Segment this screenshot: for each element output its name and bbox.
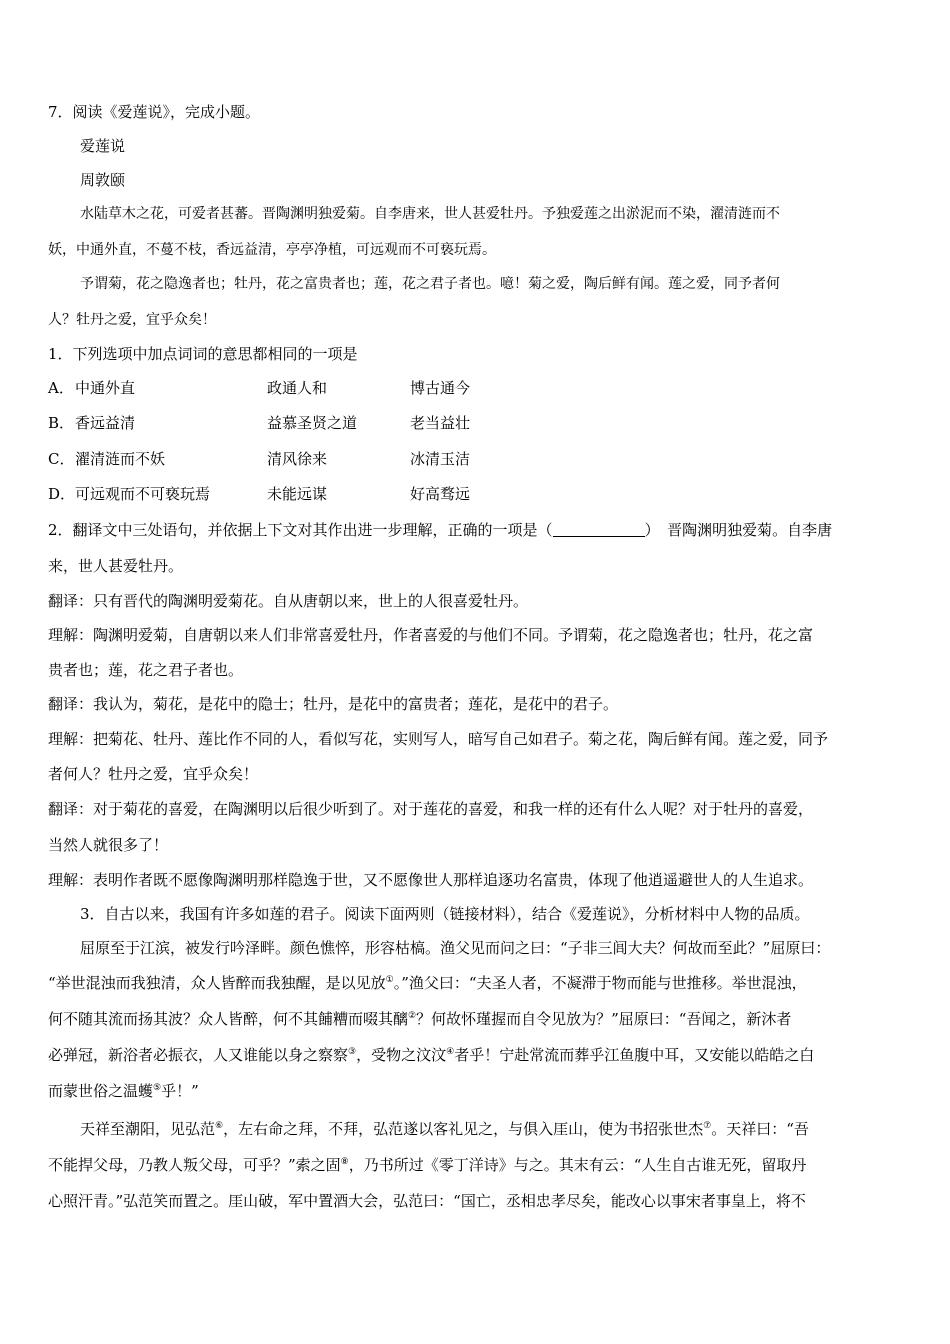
q2-stem-line2: 来，世人甚爱牡丹。 bbox=[48, 557, 184, 575]
note-marker: ① bbox=[385, 975, 394, 985]
option-phrase-2: 政通人和 bbox=[267, 379, 328, 397]
material1-line1: 屈原至于江滨，被发行吟泽畔。颜色憔悴，形容枯槁。渔父见而问之曰：“子非三闾大夫？何故而至此？”屈原曰： bbox=[80, 939, 831, 957]
text: 乎！” bbox=[161, 1082, 199, 1100]
text: 天祥至潮阳，见弘范 bbox=[80, 1120, 216, 1138]
passage-title: 爱莲说 bbox=[80, 137, 126, 155]
passage-p2-line2: 人？牡丹之爱，宜乎众矣！ bbox=[48, 312, 216, 328]
note-marker: ③ bbox=[348, 1047, 357, 1057]
option-phrase-3: 博古通今 bbox=[410, 379, 471, 397]
option-phrase-2: 清风徐来 bbox=[267, 450, 328, 468]
note-marker: ⑧ bbox=[340, 1157, 349, 1167]
q2-understanding-2-line1: 理解：把菊花、牡丹、莲比作不同的人，看似写花，实则写人，暗写自己如君子。菊之花，陶后鲜有闻。莲之爱，同予 bbox=[48, 730, 829, 748]
passage-author: 周敦颐 bbox=[80, 171, 126, 189]
option-phrase-2: 益慕圣贤之道 bbox=[267, 414, 358, 432]
q2-translation-3-line1: 翻译：对于菊花的喜爱，在陶渊明以后很少听到了。对于莲花的喜爱，和我一样的还有什么人呢？对于牡丹的喜爱， bbox=[48, 800, 814, 818]
q2-translation-3-line2: 当然人就很多了！ bbox=[48, 836, 169, 854]
text: 。天祥曰：“吾 bbox=[711, 1120, 809, 1138]
text: 必弹冠，新浴者必振衣，人又谁能以身之察察 bbox=[48, 1046, 349, 1064]
material2-line2 bbox=[48, 1155, 806, 1175]
material2-line3: 心照汗青。”弘范笑而置之。厓山破，军中置酒大会，弘范曰：“国亡，丞相忠孝尽矣，能改心以事宋者事皇上，将不 bbox=[48, 1192, 806, 1210]
option-label: A． bbox=[48, 379, 74, 397]
q2-translation-2: 翻译：我认为，菊花，是花中的隐士；牡丹，是花中的富贵者；莲花，是花中的君子。 bbox=[48, 695, 619, 713]
q2-translation-1: 翻译：只有晋代的陶渊明爱菊花。自从唐朝以来，世上的人很喜爱牡丹。 bbox=[48, 592, 529, 610]
text: 者乎！宁赴常流而葬乎江鱼腹中耳，又安能以皓皓之白 bbox=[454, 1046, 815, 1064]
q2-stem-text: 2．翻译文中三处语句，并依据上下文对其作出进一步理解，正确的一项是（ bbox=[48, 521, 553, 539]
option-phrase-1: 中通外直 bbox=[75, 379, 136, 397]
option-phrase-3: 老当益壮 bbox=[410, 414, 471, 432]
text: ？何故怀瑾握而自令见放为？”屈原曰：“吾闻之，新沐者 bbox=[416, 1010, 792, 1028]
question-heading bbox=[48, 102, 260, 122]
option-phrase-1: 濯清涟而不妖 bbox=[75, 450, 166, 468]
q2-stem-line1 bbox=[48, 520, 832, 540]
q1-stem: 1．下列选项中加点词词的意思都相同的一项是 bbox=[48, 345, 358, 363]
material1-line4 bbox=[48, 1045, 814, 1065]
note-marker: ② bbox=[408, 1011, 417, 1021]
answer-blank[interactable] bbox=[553, 520, 645, 537]
passage-p1-line2: 妖，中通外直，不蔓不枝，香远益清，亭亭净植，可远观而不可亵玩焉。 bbox=[48, 242, 496, 258]
option-label: C． bbox=[48, 450, 75, 468]
text: 何不随其流而扬其波？众人皆醉，何不其餔糟而啜其醨 bbox=[48, 1010, 409, 1028]
q2-understanding-1-line1: 理解：陶渊明爱菊，自唐朝以来人们非常喜爱牡丹，作者喜爱的与他们不同。予谓菊，花之隐逸者也；牡丹，花之富 bbox=[48, 626, 814, 644]
option-phrase-1: 香远益清 bbox=[75, 414, 136, 432]
text: “举世混浊而我独清，众人皆醉而我独醒，是以见放 bbox=[48, 974, 386, 992]
option-phrase-1: 可远观而不可亵玩焉 bbox=[75, 485, 211, 503]
option-phrase-3: 好高骛远 bbox=[410, 485, 471, 503]
option-label: B． bbox=[48, 414, 75, 432]
material1-line2 bbox=[48, 973, 807, 993]
text: 而蒙世俗之温蠖 bbox=[48, 1082, 154, 1100]
text: ，乃书所过《零丁洋诗》与之。其末有云：“人生自古谁无死，留取丹 bbox=[348, 1156, 807, 1174]
text: ，左右命之拜，不拜，弘范遂以客礼见之，与俱入厓山，使为书招张世杰 bbox=[223, 1120, 704, 1138]
question-number: 7． bbox=[48, 103, 73, 121]
text: 不能捍父母，乃教人叛父母，可乎？”索之固 bbox=[48, 1156, 341, 1174]
q2-understanding-3: 理解：表明作者既不愿像陶渊明那样隐逸于世，又不愿像世人那样追逐功名富贵，体现了他逍遥避世人的人生追求。 bbox=[48, 871, 814, 889]
text: 。”渔父曰：“夫圣人者，不凝滞于物而能与世推移。举世混浊， bbox=[393, 974, 807, 992]
q3-stem: 3．自古以来，我国有许多如莲的君子。阅读下面两则（链接材料），结合《爱莲说》，分析材料中人物的品质。 bbox=[80, 905, 810, 923]
option-phrase-3: 冰清玉洁 bbox=[410, 450, 471, 468]
note-marker: ⑤ bbox=[153, 1083, 162, 1093]
q2-understanding-2-line2: 者何人？牡丹之爱，宜乎众矣！ bbox=[48, 765, 259, 783]
passage-p1-line1: 水陆草木之花，可爱者甚蕃。晋陶渊明独爱菊。自李唐来，世人甚爱牡丹。予独爱莲之出淤泥而不染，濯清涟而不 bbox=[80, 206, 780, 222]
option-label: D． bbox=[48, 485, 76, 503]
option-phrase-2: 未能远谋 bbox=[267, 485, 328, 503]
material2-line1 bbox=[80, 1119, 809, 1139]
note-marker: ⑥ bbox=[215, 1121, 224, 1131]
material1-line5 bbox=[48, 1081, 199, 1101]
passage-p2-line1: 予谓菊，花之隐逸者也；牡丹，花之富贵者也；莲，花之君子者也。噫！菊之爱，陶后鲜有闻。莲之爱，同予者何 bbox=[80, 276, 780, 292]
material1-line3 bbox=[48, 1009, 791, 1029]
note-marker: ④ bbox=[446, 1047, 455, 1057]
question-prompt: 阅读《爱莲说》，完成小题。 bbox=[72, 103, 261, 121]
text: ，受物之汶汶 bbox=[356, 1046, 447, 1064]
q2-understanding-1-line2: 贵者也；莲，花之君子者也。 bbox=[48, 661, 244, 679]
note-marker: ⑦ bbox=[703, 1121, 712, 1131]
q2-stem-text-cont: ） 晋陶渊明独爱菊。自李唐 bbox=[644, 521, 833, 539]
